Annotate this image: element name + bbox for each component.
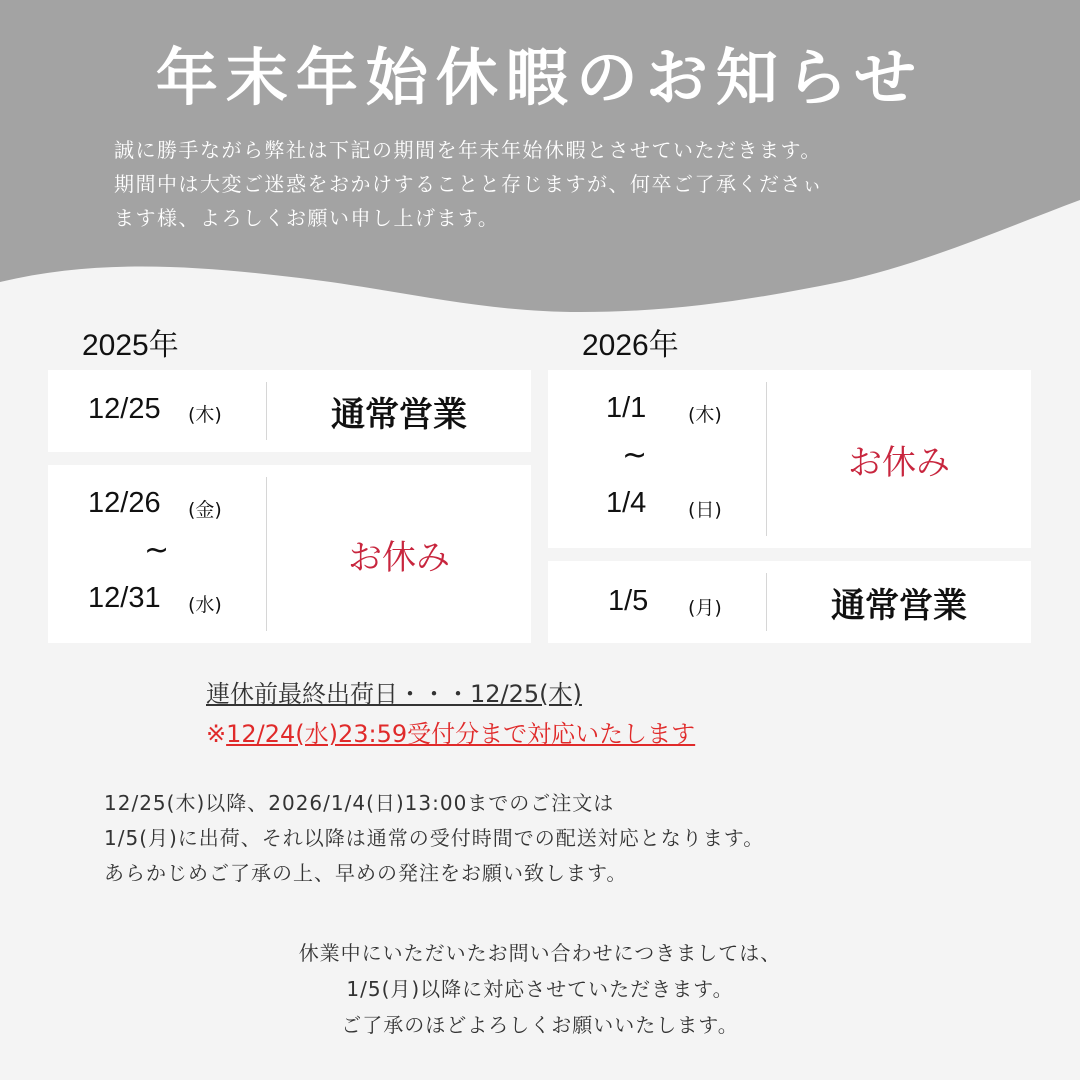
date-range (48, 370, 266, 452)
status-label: 通常営業 (331, 394, 467, 435)
last-shipping-notice: 連休前最終出荷日・・・12/25(木) (206, 680, 582, 708)
schedule-card-2025-1 (48, 370, 531, 452)
date-range (48, 465, 266, 643)
date-range (548, 370, 766, 548)
schedule-card-2025-2 (48, 465, 531, 643)
status-label: 通常営業 (831, 585, 967, 626)
date-to: 12/31 (88, 582, 161, 614)
date-from: 12/25 (88, 393, 161, 425)
day-of-week: (木) (688, 404, 722, 426)
day-of-week: (金) (188, 499, 222, 521)
date-from: 1/1 (606, 392, 647, 424)
day-of-week: (木) (188, 404, 222, 426)
year-label-2026: 2026年 (582, 329, 679, 362)
order-shipping-paragraph (104, 786, 764, 891)
paragraph-line: 1/5(月)に出荷、それ以降は通常の受付時間での配送対応となります。 (104, 826, 765, 850)
cutoff-notice (206, 714, 695, 749)
paragraph-line: 1/5(月)以降に対応させていただきます。 (346, 977, 734, 1001)
schedule-card-2026-1 (548, 370, 1031, 548)
range-tilde: ~ (144, 533, 170, 568)
intro-text (114, 133, 994, 235)
paragraph-line: あらかじめご了承の上、早めの発注をお願い致します。 (104, 861, 628, 885)
paragraph-line: ご了承のほどよろしくお願いいたします。 (341, 1013, 739, 1037)
day-of-week: (月) (688, 597, 722, 619)
year-label-2025: 2025年 (82, 329, 179, 362)
range-tilde: ~ (622, 438, 648, 473)
status-label: お休み (348, 537, 450, 578)
day-of-week: (日) (688, 499, 722, 521)
date-to: 1/4 (606, 487, 647, 519)
date-range (548, 561, 766, 643)
paragraph-line: 12/25(木)以降、2026/1/4(日)13:00までのご注文は (104, 791, 615, 815)
date-from: 1/5 (608, 585, 649, 617)
schedule-card-2026-2 (548, 561, 1031, 643)
intro-line: ます様、よろしくお願い申し上げます。 (114, 206, 500, 230)
cutoff-text: 12/24(水)23:59受付分まで対応いたします (226, 720, 696, 748)
inquiry-paragraph (0, 935, 1080, 1043)
intro-line: 期間中は大変ご迷惑をおかけすることと存じますが、何卒ご了承くださぃ (114, 172, 824, 196)
paragraph-line: 休業中にいただいたお問い合わせにつきましては、 (298, 941, 782, 965)
status-label: お休み (848, 442, 950, 483)
day-of-week: (水) (188, 594, 222, 616)
reference-mark: ※ (206, 720, 227, 748)
page-title: 年末年始休暇のお知らせ (155, 41, 925, 114)
intro-line: 誠に勝手ながら弊社は下記の期間を年末年始休暇とさせていただきます。 (114, 138, 822, 162)
date-from: 12/26 (88, 487, 161, 519)
